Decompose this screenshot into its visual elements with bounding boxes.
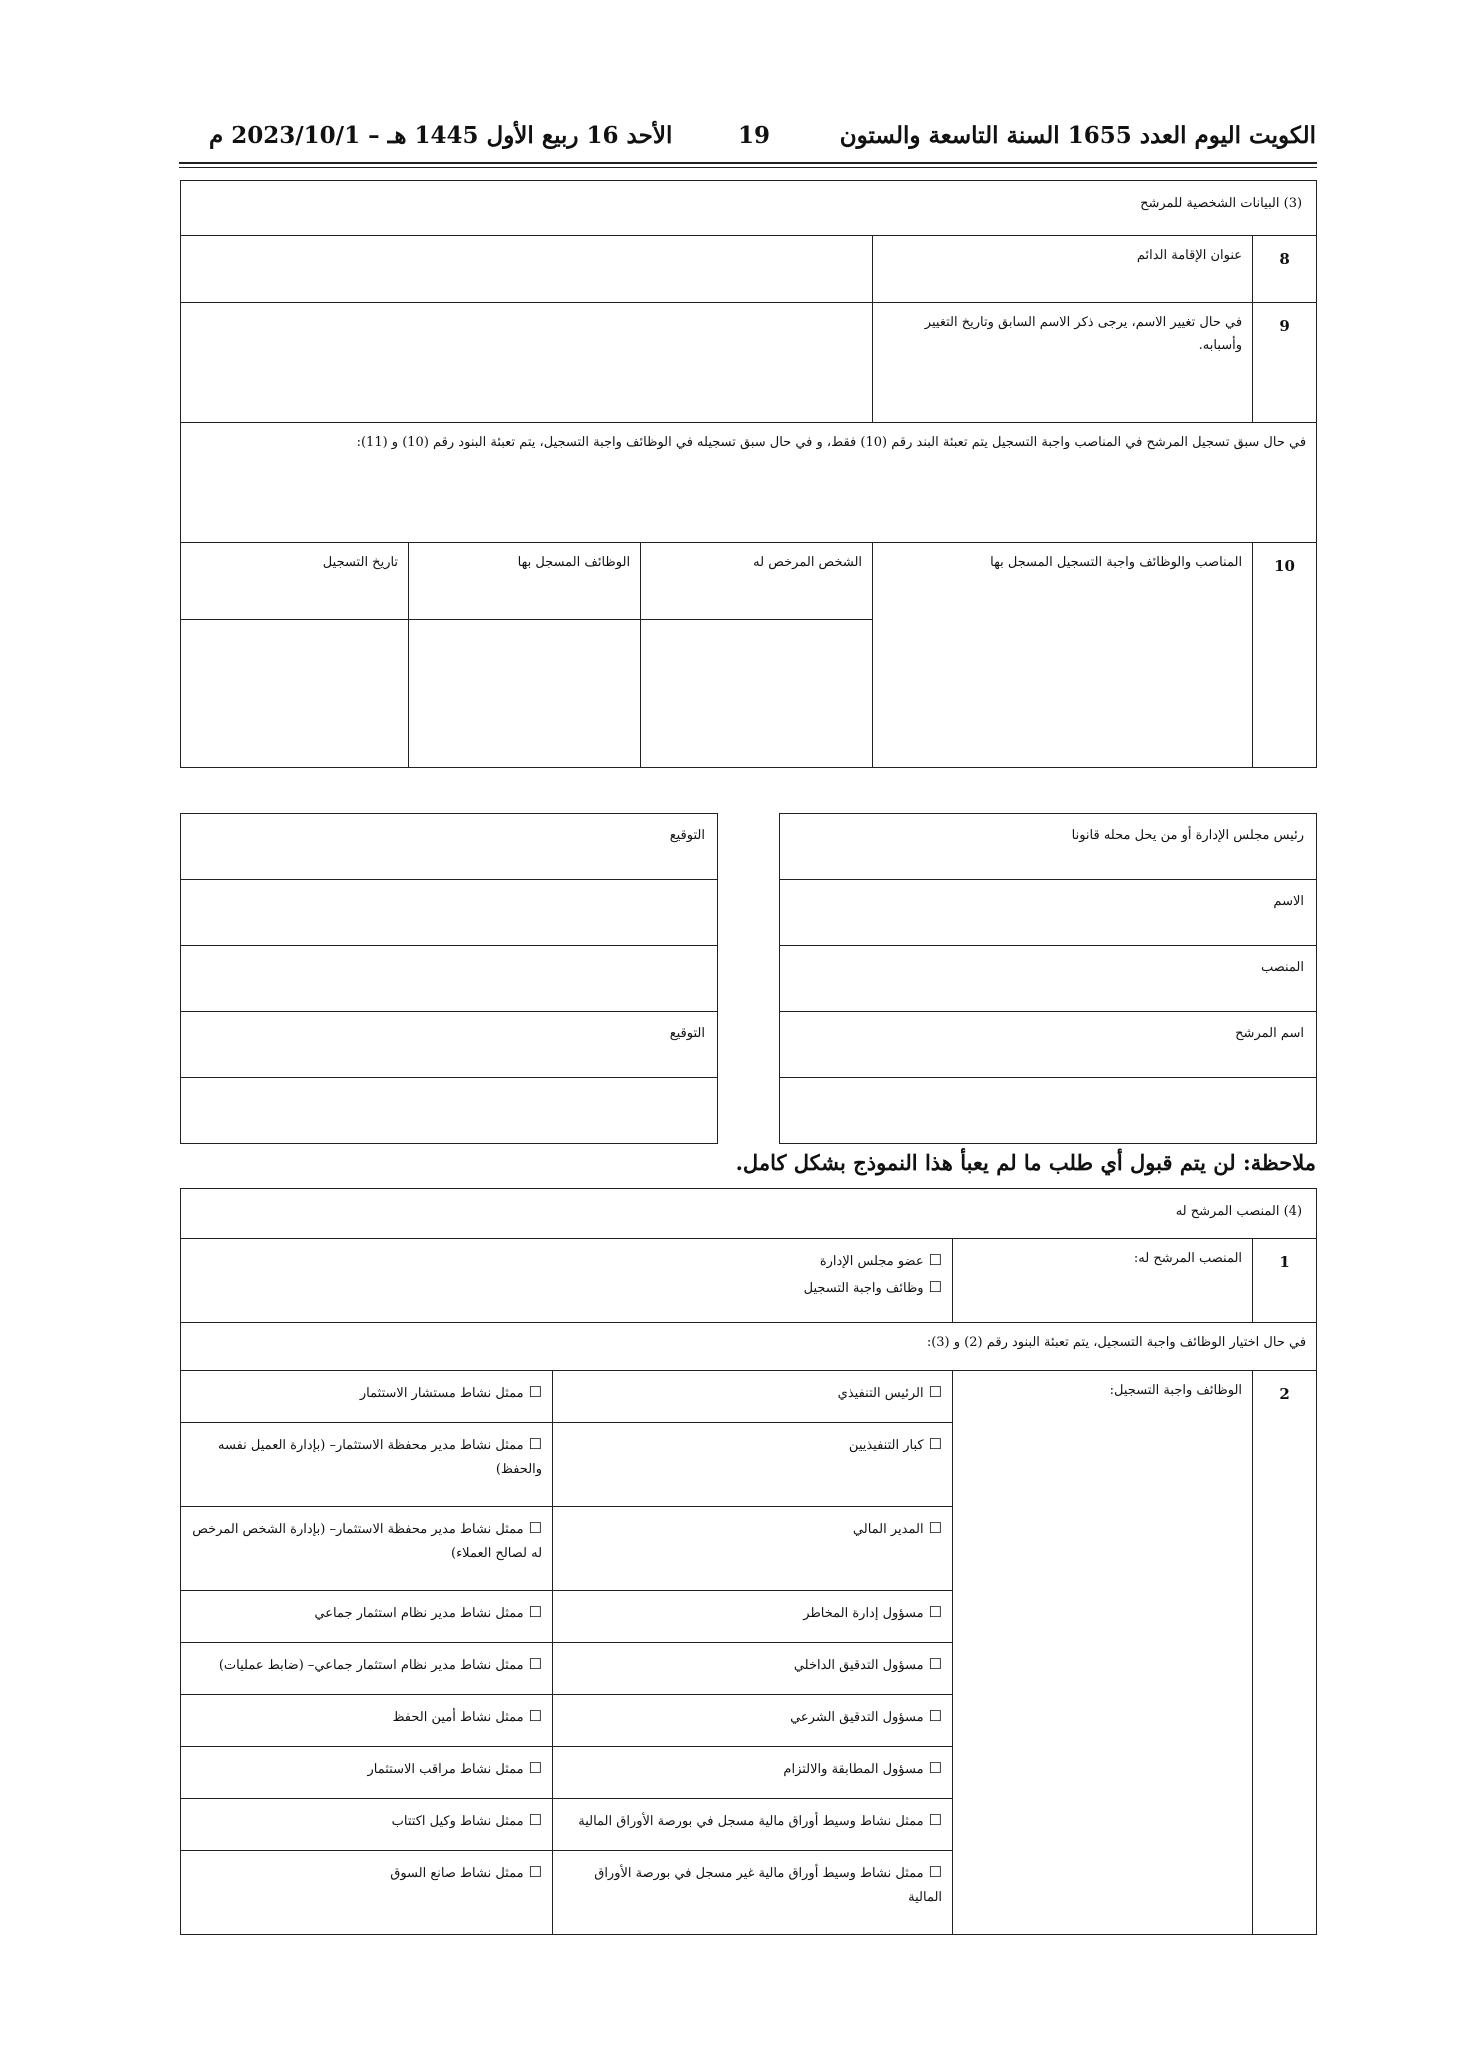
signature-table [180, 813, 718, 1144]
function-compliance[interactable] [553, 1747, 953, 1799]
row9-number: 9 [1253, 303, 1317, 423]
position-options [181, 1239, 953, 1323]
signature-label: التوقيع [181, 814, 718, 880]
function-investment-advisor-label: ☐ ممثل نشاط مستشار الاستثمار [191, 1379, 542, 1406]
col-registration-date: تاريخ التسجيل [181, 543, 409, 620]
row8-value[interactable] [181, 236, 873, 303]
chairman-label: رئيس مجلس الإدارة أو من يحل محله قانونا [780, 814, 1317, 880]
row1-number: 1 [1253, 1239, 1317, 1323]
licensed-person-value[interactable] [641, 620, 873, 768]
candidate-name-label: اسم المرشح [780, 1012, 1317, 1078]
publication-title: الكويت اليوم العدد 1655 السنة التاسعة والستون [839, 122, 1316, 149]
registrable-functions-checkbox[interactable]: ☐ وظائف واجبة التسجيل [191, 1274, 942, 1301]
header-rule-thin [179, 167, 1317, 168]
function-portfolio-manager-clients-label: ☐ ممثل نشاط مدير محفظة الاستثمار– (بإدارة الشخص المرخص له لصالح العملاء) [191, 1515, 542, 1565]
function-risk-officer-label: ☐ مسؤول إدارة المخاطر [563, 1599, 942, 1626]
section4-title: (4) المنصب المرشح له [181, 1189, 1317, 1239]
function-cis-operations-label: ☐ ممثل نشاط مدير نظام استثمار جماعي– (ضابط عمليات) [191, 1651, 542, 1678]
function-internal-audit-label: ☐ مسؤول التدقيق الداخلي [563, 1651, 942, 1678]
completion-note: ملاحظة: لن يتم قبول أي طلب ما لم يعبأ هذا النموذج بشكل كامل. [735, 1150, 1316, 1175]
function-cis-manager-label: ☐ ممثل نشاط مدير نظام استثمار جماعي [191, 1599, 542, 1626]
function-portfolio-manager-custody-label: ☐ ممثل نشاط مدير محفظة الاستثمار– (بإدارة العميل نفسه والحفظ) [191, 1431, 542, 1481]
row2-number: 2 [1253, 1371, 1317, 1935]
function-senior-executives[interactable] [553, 1423, 953, 1507]
function-ceo-label: ☐ الرئيس التنفيذي [563, 1379, 942, 1406]
function-senior-executives-label: ☐ كبار التنفيذيين [563, 1431, 942, 1458]
function-cis-manager[interactable] [181, 1591, 553, 1643]
function-subscription-agent[interactable] [181, 1799, 553, 1851]
function-risk-officer[interactable] [553, 1591, 953, 1643]
personal-data-table [180, 180, 1317, 768]
row10-number: 10 [1253, 543, 1317, 768]
function-cis-operations[interactable] [181, 1643, 553, 1695]
row10-label: المناصب والوظائف واجبة التسجيل المسجل بها [873, 543, 1253, 768]
signatory-blank[interactable] [780, 1078, 1317, 1144]
function-broker-registered[interactable] [553, 1799, 953, 1851]
function-compliance-label: ☐ مسؤول المطابقة والالتزام [563, 1755, 942, 1782]
registration-date-value[interactable] [181, 620, 409, 768]
function-cfo[interactable] [553, 1507, 953, 1591]
registered-functions-value[interactable] [409, 620, 641, 768]
header-rule-thick [179, 162, 1317, 164]
candidate-signature-field[interactable] [181, 1078, 718, 1144]
issue-date: الأحد 16 ربيع الأول 1445 هـ – 2023/10/1 م [209, 122, 673, 149]
page-number: 19 [738, 122, 771, 149]
function-custodian-label: ☐ ممثل نشاط أمين الحفظ [191, 1703, 542, 1730]
candidate-signature-label: التوقيع [181, 1012, 718, 1078]
function-market-maker[interactable] [181, 1851, 553, 1935]
col-registered-functions: الوظائف المسجل بها [409, 543, 641, 620]
function-internal-audit[interactable] [553, 1643, 953, 1695]
function-subscription-agent-label: ☐ ممثل نشاط وكيل اكتتاب [191, 1807, 542, 1834]
function-market-maker-label: ☐ ممثل نشاط صانع السوق [191, 1859, 542, 1886]
function-sharia-audit[interactable] [553, 1695, 953, 1747]
row2-label: الوظائف واجبة التسجيل: [953, 1371, 1253, 1935]
function-ceo[interactable] [553, 1371, 953, 1423]
name-label: الاسم [780, 880, 1317, 946]
function-cfo-label: ☐ المدير المالي [563, 1515, 942, 1542]
function-broker-unregistered-label: ☐ ممثل نشاط وسيط أوراق مالية غير مسجل في بورصة الأوراق المالية [563, 1859, 942, 1909]
signatory-table [779, 813, 1317, 1144]
signature-field-2[interactable] [181, 946, 718, 1012]
section4-instruction: في حال اختيار الوظائف واجبة التسجيل، يتم تعبئة البنود رقم (2) و (3): [181, 1323, 1317, 1371]
row8-number: 8 [1253, 236, 1317, 303]
position-label: المنصب [780, 946, 1317, 1012]
nominated-position-table [180, 1188, 1317, 1935]
row9-label: في حال تغيير الاسم، يرجى ذكر الاسم السابق وتاريخ التغيير وأسبابه. [873, 303, 1253, 423]
function-broker-unregistered[interactable] [553, 1851, 953, 1935]
function-portfolio-manager-custody[interactable] [181, 1423, 553, 1507]
function-investment-controller-label: ☐ ممثل نشاط مراقب الاستثمار [191, 1755, 542, 1782]
row9-value[interactable] [181, 303, 873, 423]
function-investment-advisor[interactable] [181, 1371, 553, 1423]
function-broker-registered-label: ☐ ممثل نشاط وسيط أوراق مالية مسجل في بورصة الأوراق المالية [563, 1807, 942, 1834]
col-licensed-person: الشخص المرخص له [641, 543, 873, 620]
row8-label: عنوان الإقامة الدائم [873, 236, 1253, 303]
board-member-checkbox[interactable]: ☐ عضو مجلس الإدارة [191, 1247, 942, 1274]
function-custodian[interactable] [181, 1695, 553, 1747]
function-portfolio-manager-clients[interactable] [181, 1507, 553, 1591]
section3-title: (3) البيانات الشخصية للمرشح [181, 181, 1317, 236]
row1-label: المنصب المرشح له: [953, 1239, 1253, 1323]
section3-instruction: في حال سبق تسجيل المرشح في المناصب واجبة التسجيل يتم تعبئة البند رقم (10) فقط، و في حال سبق تسجيله في الوظائف واجبة التسجيل، يتم تعبئة البنود رقم (10) و (11): [181, 423, 1317, 543]
function-sharia-audit-label: ☐ مسؤول التدقيق الشرعي [563, 1703, 942, 1730]
signature-field[interactable] [181, 880, 718, 946]
function-investment-controller[interactable] [181, 1747, 553, 1799]
